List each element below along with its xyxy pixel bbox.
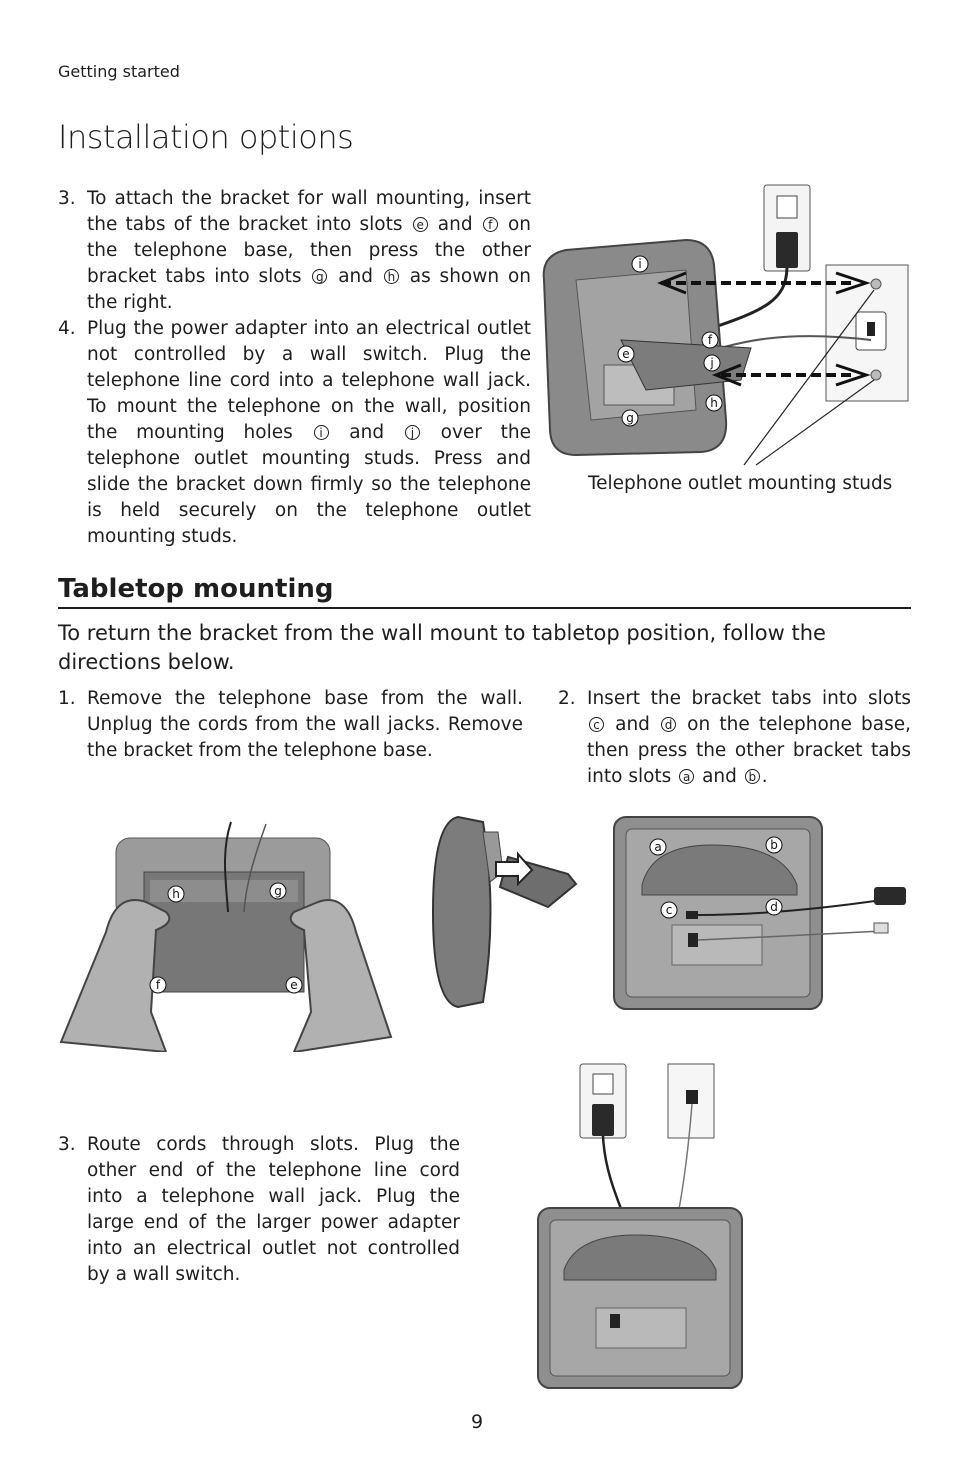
step-number: 3. [58, 1134, 76, 1155]
callout-text: h [710, 396, 718, 410]
step-number: 2. [558, 688, 576, 709]
callout-text: b [770, 838, 778, 852]
power-adapter [592, 1104, 614, 1136]
step-text: To attach the bracket for wall mounting, insert the tabs of the bracket into slots e and f on the telephone base, then press the other bracket tabs into slots g and h as shown on the right. [87, 188, 531, 313]
callout-text: d [770, 900, 778, 914]
callout-text: f [707, 333, 713, 347]
slot-label-d: d [661, 717, 676, 732]
callout-text: f [155, 978, 161, 992]
slot-label-j: j [405, 425, 420, 440]
page-title: Installation options [58, 118, 354, 156]
slot-label-h: h [384, 269, 399, 284]
callout-text: i [638, 257, 642, 271]
step-text: Route cords through slots. Plug the other end of the telephone line cord into a telephone wall jack. Plug the large end of the larger power adapter into an electrical outlet not controlled by a wall switch. [87, 1134, 460, 1285]
tabletop-step-2 [558, 686, 911, 790]
tabletop-step-1 [58, 686, 523, 764]
left-hand [61, 900, 169, 1052]
step-text: Insert the bracket tabs into slots c and d on the telephone base, then press the other bracket tabs into slots a and b . [587, 688, 911, 787]
power-adapter [874, 887, 906, 905]
section-divider [58, 607, 911, 609]
callout-text: e [622, 347, 630, 361]
step-text: Remove the telephone base from the wall. Unplug the cords from the wall jacks. Remove the bracket from the telephone base. [87, 688, 523, 761]
step-text: Plug the power adapter into an electrical outlet not controlled by a wall switch. Plug the telephone line cord into a telephone wall jack. To mount the telephone on the wall, position the mounting holes i and j over the telephone outlet mounting studs. Press and slide the bracket down firmly so the telephone is held securely on the telephone outlet mounting studs. [87, 318, 531, 547]
slot-label-i: i [314, 425, 329, 440]
callout-text: j [710, 356, 714, 370]
section-heading: Tabletop mounting [58, 574, 334, 604]
side-view-figure [428, 812, 580, 1012]
slot-label-g: g [312, 269, 327, 284]
slot-label-a: a [679, 769, 694, 784]
callout-text: g [274, 884, 282, 898]
wall-mount-figure [536, 180, 916, 470]
callout-text: c [665, 903, 673, 917]
mounting-stud [871, 370, 881, 380]
callout-text: g [626, 411, 634, 425]
step-number: 3. [58, 188, 76, 209]
remove-bracket-figure [56, 812, 396, 1052]
route-cords-figure [536, 1060, 746, 1390]
wall-step-4 [58, 316, 531, 550]
telephone-base-side [433, 817, 491, 1007]
slot-label-b: b [745, 769, 760, 784]
slot-label-f: f [483, 217, 498, 232]
figure-caption: Telephone outlet mounting studs [588, 473, 893, 494]
base-slots-figure [612, 815, 912, 1013]
callout-text: a [654, 840, 662, 854]
tabletop-step-3 [58, 1132, 460, 1288]
mounting-stud [871, 279, 881, 289]
power-adapter [776, 232, 798, 268]
line-cord-plug [874, 923, 888, 933]
page-number: 9 [470, 1411, 484, 1433]
step-number: 4. [58, 318, 76, 339]
section-intro: To return the bracket from the wall mount to tabletop position, follow the directions below. [58, 621, 826, 674]
slot-label-c: c [589, 717, 604, 732]
slot-label-e: e [413, 217, 428, 232]
right-hand [291, 900, 391, 1052]
wall-step-3 [58, 186, 531, 316]
step-number: 1. [58, 688, 76, 709]
running-header: Getting started [58, 62, 180, 81]
callout-text: e [290, 978, 298, 992]
callout-text: h [172, 887, 180, 901]
